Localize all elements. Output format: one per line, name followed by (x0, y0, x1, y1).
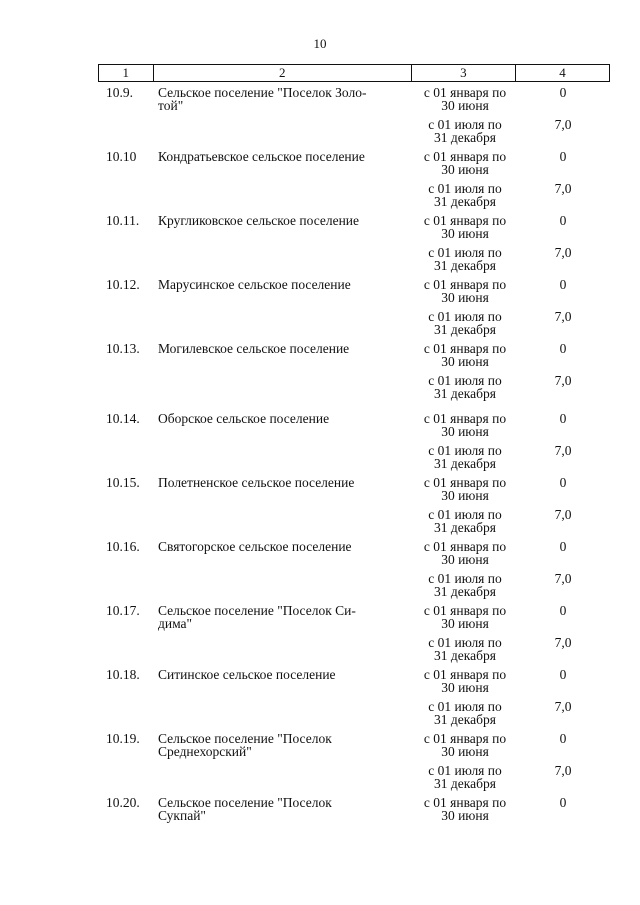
period-cell: с 01 июля по 31 декабря (428, 373, 502, 401)
period-cell: с 01 января по 30 июня (423, 213, 507, 241)
rate-cell: 7,0 (554, 507, 572, 522)
row-number: 10.20. (106, 795, 140, 810)
row-number: 10.17. (106, 603, 140, 618)
period-cell: с 01 января по 30 июня (423, 667, 507, 695)
period-cell: с 01 июля по 31 декабря (428, 571, 502, 599)
table-row (98, 732, 610, 796)
settlement-name: Кондратьевское сельское поселение (158, 149, 365, 164)
settlement-name: Оборское сельское поселение (158, 411, 330, 426)
table-row (98, 342, 610, 406)
table-row (98, 476, 610, 540)
rate-cell: 0 (559, 85, 567, 100)
period-cell: с 01 января по 30 июня (423, 277, 507, 305)
rate-cell: 7,0 (554, 635, 572, 650)
rate-cell: 0 (559, 277, 567, 292)
table-row (98, 796, 610, 828)
rate-cell: 0 (559, 213, 567, 228)
settlement-name: Сельское поселение "Поселок Сукпай" (158, 795, 332, 823)
period-cell: с 01 января по 30 июня (423, 411, 507, 439)
period-cell: с 01 июля по 31 декабря (428, 181, 502, 209)
settlement-name: Марусинское сельское поселение (158, 277, 351, 292)
table-row (98, 214, 610, 278)
rate-cell: 7,0 (554, 699, 572, 714)
rate-cell: 7,0 (554, 117, 572, 132)
rate-cell: 0 (559, 475, 567, 490)
settlement-name: Святогорское сельское поселение (158, 539, 352, 554)
period-cell: с 01 января по 30 июня (423, 795, 507, 823)
settlement-name: Полетненское сельское поселение (158, 475, 355, 490)
header-col-2: 2 (153, 65, 411, 82)
settlement-name: Ситинское сельское поселение (158, 667, 336, 682)
rate-cell: 7,0 (554, 443, 572, 458)
row-number: 10.10 (106, 149, 137, 164)
rate-cell: 7,0 (554, 373, 572, 388)
row-number: 10.13. (106, 341, 140, 356)
row-number: 10.15. (106, 475, 140, 490)
rate-cell: 0 (559, 795, 567, 810)
row-number: 10.19. (106, 731, 140, 746)
row-number: 10.9. (106, 85, 133, 100)
rate-cell: 0 (559, 731, 567, 746)
settlement-name: Сельское поселение "Поселок Среднехорский" (158, 731, 332, 759)
period-cell: с 01 июля по 31 декабря (428, 763, 502, 791)
period-cell: с 01 июля по 31 декабря (428, 245, 502, 273)
rate-cell: 7,0 (554, 245, 572, 260)
table-header (98, 64, 610, 82)
period-cell: с 01 января по 30 июня (423, 149, 507, 177)
rate-cell: 7,0 (554, 763, 572, 778)
period-cell: с 01 июля по 31 декабря (428, 117, 502, 145)
table-row (98, 412, 610, 476)
header-col-1: 1 (99, 65, 154, 82)
rate-cell: 7,0 (554, 181, 572, 196)
table-row (98, 86, 610, 150)
period-cell: с 01 января по 30 июня (423, 85, 507, 113)
rate-cell: 0 (559, 539, 567, 554)
row-number: 10.11. (106, 213, 140, 228)
rate-cell: 0 (559, 603, 567, 618)
settlement-name: Сельское поселение "Поселок Золо- той" (158, 85, 367, 113)
period-cell: с 01 июля по 31 декабря (428, 635, 502, 663)
table-row (98, 150, 610, 214)
table-row (98, 668, 610, 732)
period-cell: с 01 июля по 31 декабря (428, 507, 502, 535)
row-number: 10.12. (106, 277, 140, 292)
rate-cell: 0 (559, 667, 567, 682)
settlement-name: Кругликовское сельское поселение (158, 213, 360, 228)
rate-cell: 0 (559, 341, 567, 356)
period-cell: с 01 июля по 31 декабря (428, 443, 502, 471)
rate-cell: 0 (559, 149, 567, 164)
rate-cell: 7,0 (554, 309, 572, 324)
period-cell: с 01 января по 30 июня (423, 475, 507, 503)
rate-cell: 0 (559, 411, 567, 426)
table-row (98, 278, 610, 342)
table-body (98, 86, 610, 828)
rate-cell: 7,0 (554, 571, 572, 586)
period-cell: с 01 января по 30 июня (423, 603, 507, 631)
settlement-name: Могилевское сельское поселение (158, 341, 350, 356)
table-row (98, 604, 610, 668)
period-cell: с 01 июля по 31 декабря (428, 309, 502, 337)
table-row (98, 540, 610, 604)
settlement-name: Сельское поселение "Поселок Си- дима" (158, 603, 356, 631)
period-cell: с 01 января по 30 июня (423, 341, 507, 369)
row-number: 10.16. (106, 539, 140, 554)
page-number: 10 (313, 36, 327, 51)
period-cell: с 01 января по 30 июня (423, 539, 507, 567)
header-col-4: 4 (515, 65, 609, 82)
header-col-3: 3 (411, 65, 515, 82)
row-number: 10.18. (106, 667, 140, 682)
period-cell: с 01 июля по 31 декабря (428, 699, 502, 727)
row-number: 10.14. (106, 411, 140, 426)
period-cell: с 01 января по 30 июня (423, 731, 507, 759)
